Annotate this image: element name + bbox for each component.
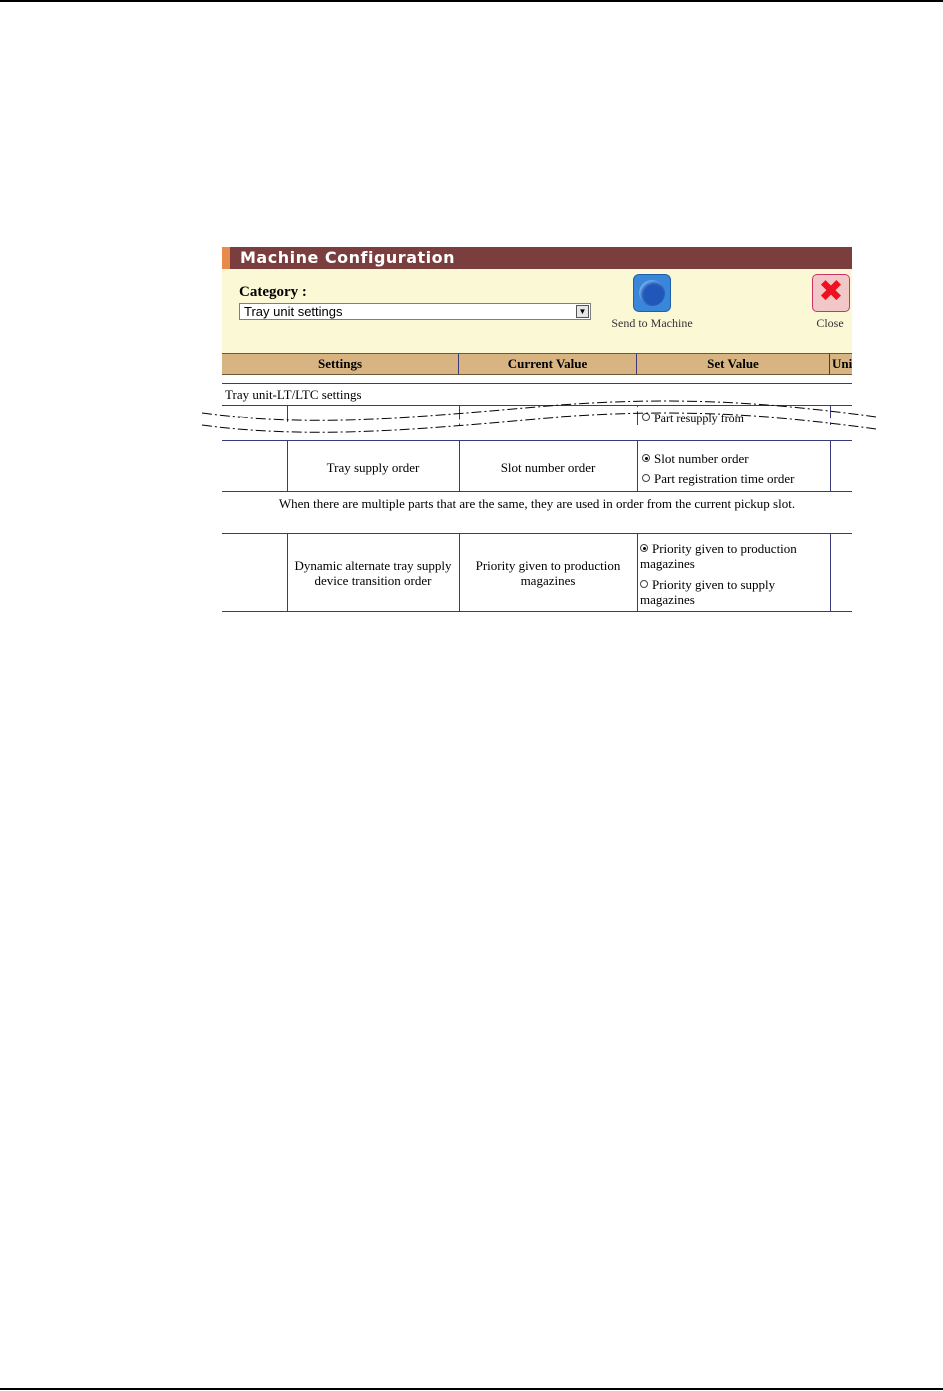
row-divider [222,533,852,534]
col-divider [637,533,638,611]
header-current-value: Current Value [459,354,637,374]
option-priority-supply[interactable]: Priority given to supply magazines [640,577,776,607]
current-dynamic-alternate: Priority given to production magazines [475,558,621,588]
setting-dynamic-alternate: Dynamic alternate tray supply device transition order [294,558,452,588]
row-divider [222,491,852,492]
option-slot-number-order[interactable]: Slot number order [642,451,749,467]
title-accent [222,247,230,269]
option-part-registration-time-order[interactable]: Part registration time order [642,471,794,487]
section-title: Tray unit-LT/LTC settings [225,387,362,402]
row-divider [222,611,852,612]
note-text: When there are multiple parts that are the same, they are used in order from the current pickup slot. [278,496,796,511]
table-header [222,353,852,375]
radio-selected-icon[interactable] [640,544,648,552]
send-to-machine-button[interactable] [604,274,700,330]
window-title: Machine Configuration [240,248,456,267]
header-unit: Uni [832,356,852,371]
page-bottom-rule [0,1388,943,1390]
radio-icon[interactable] [642,474,650,482]
header-set-value: Set Value [637,354,830,374]
partial-option: Part resupply from [642,411,744,426]
col-divider [830,440,831,491]
col-divider [830,533,831,611]
send-icon [633,274,671,312]
close-label: Close [816,316,844,330]
page-top-rule [0,0,943,2]
current-tray-supply-order: Slot number order [500,460,596,475]
close-button[interactable] [808,274,852,330]
send-to-machine-label: Send to Machine [611,316,693,330]
header-settings: Settings [222,354,459,374]
title-bar [222,247,852,269]
radio-selected-icon[interactable] [642,454,650,462]
setting-tray-supply-order: Tray supply order [326,460,420,475]
close-icon: ✖ [812,274,850,312]
chevron-down-icon[interactable]: ▼ [576,305,589,318]
option-priority-production[interactable]: Priority given to production magazines [640,541,797,571]
table-break-mark [200,395,880,445]
radio-icon[interactable] [640,580,648,588]
col-divider [637,440,638,491]
category-value: Tray unit settings [244,304,343,319]
category-label: Category : [239,284,307,300]
category-select[interactable] [239,303,591,320]
row-divider [222,383,852,384]
